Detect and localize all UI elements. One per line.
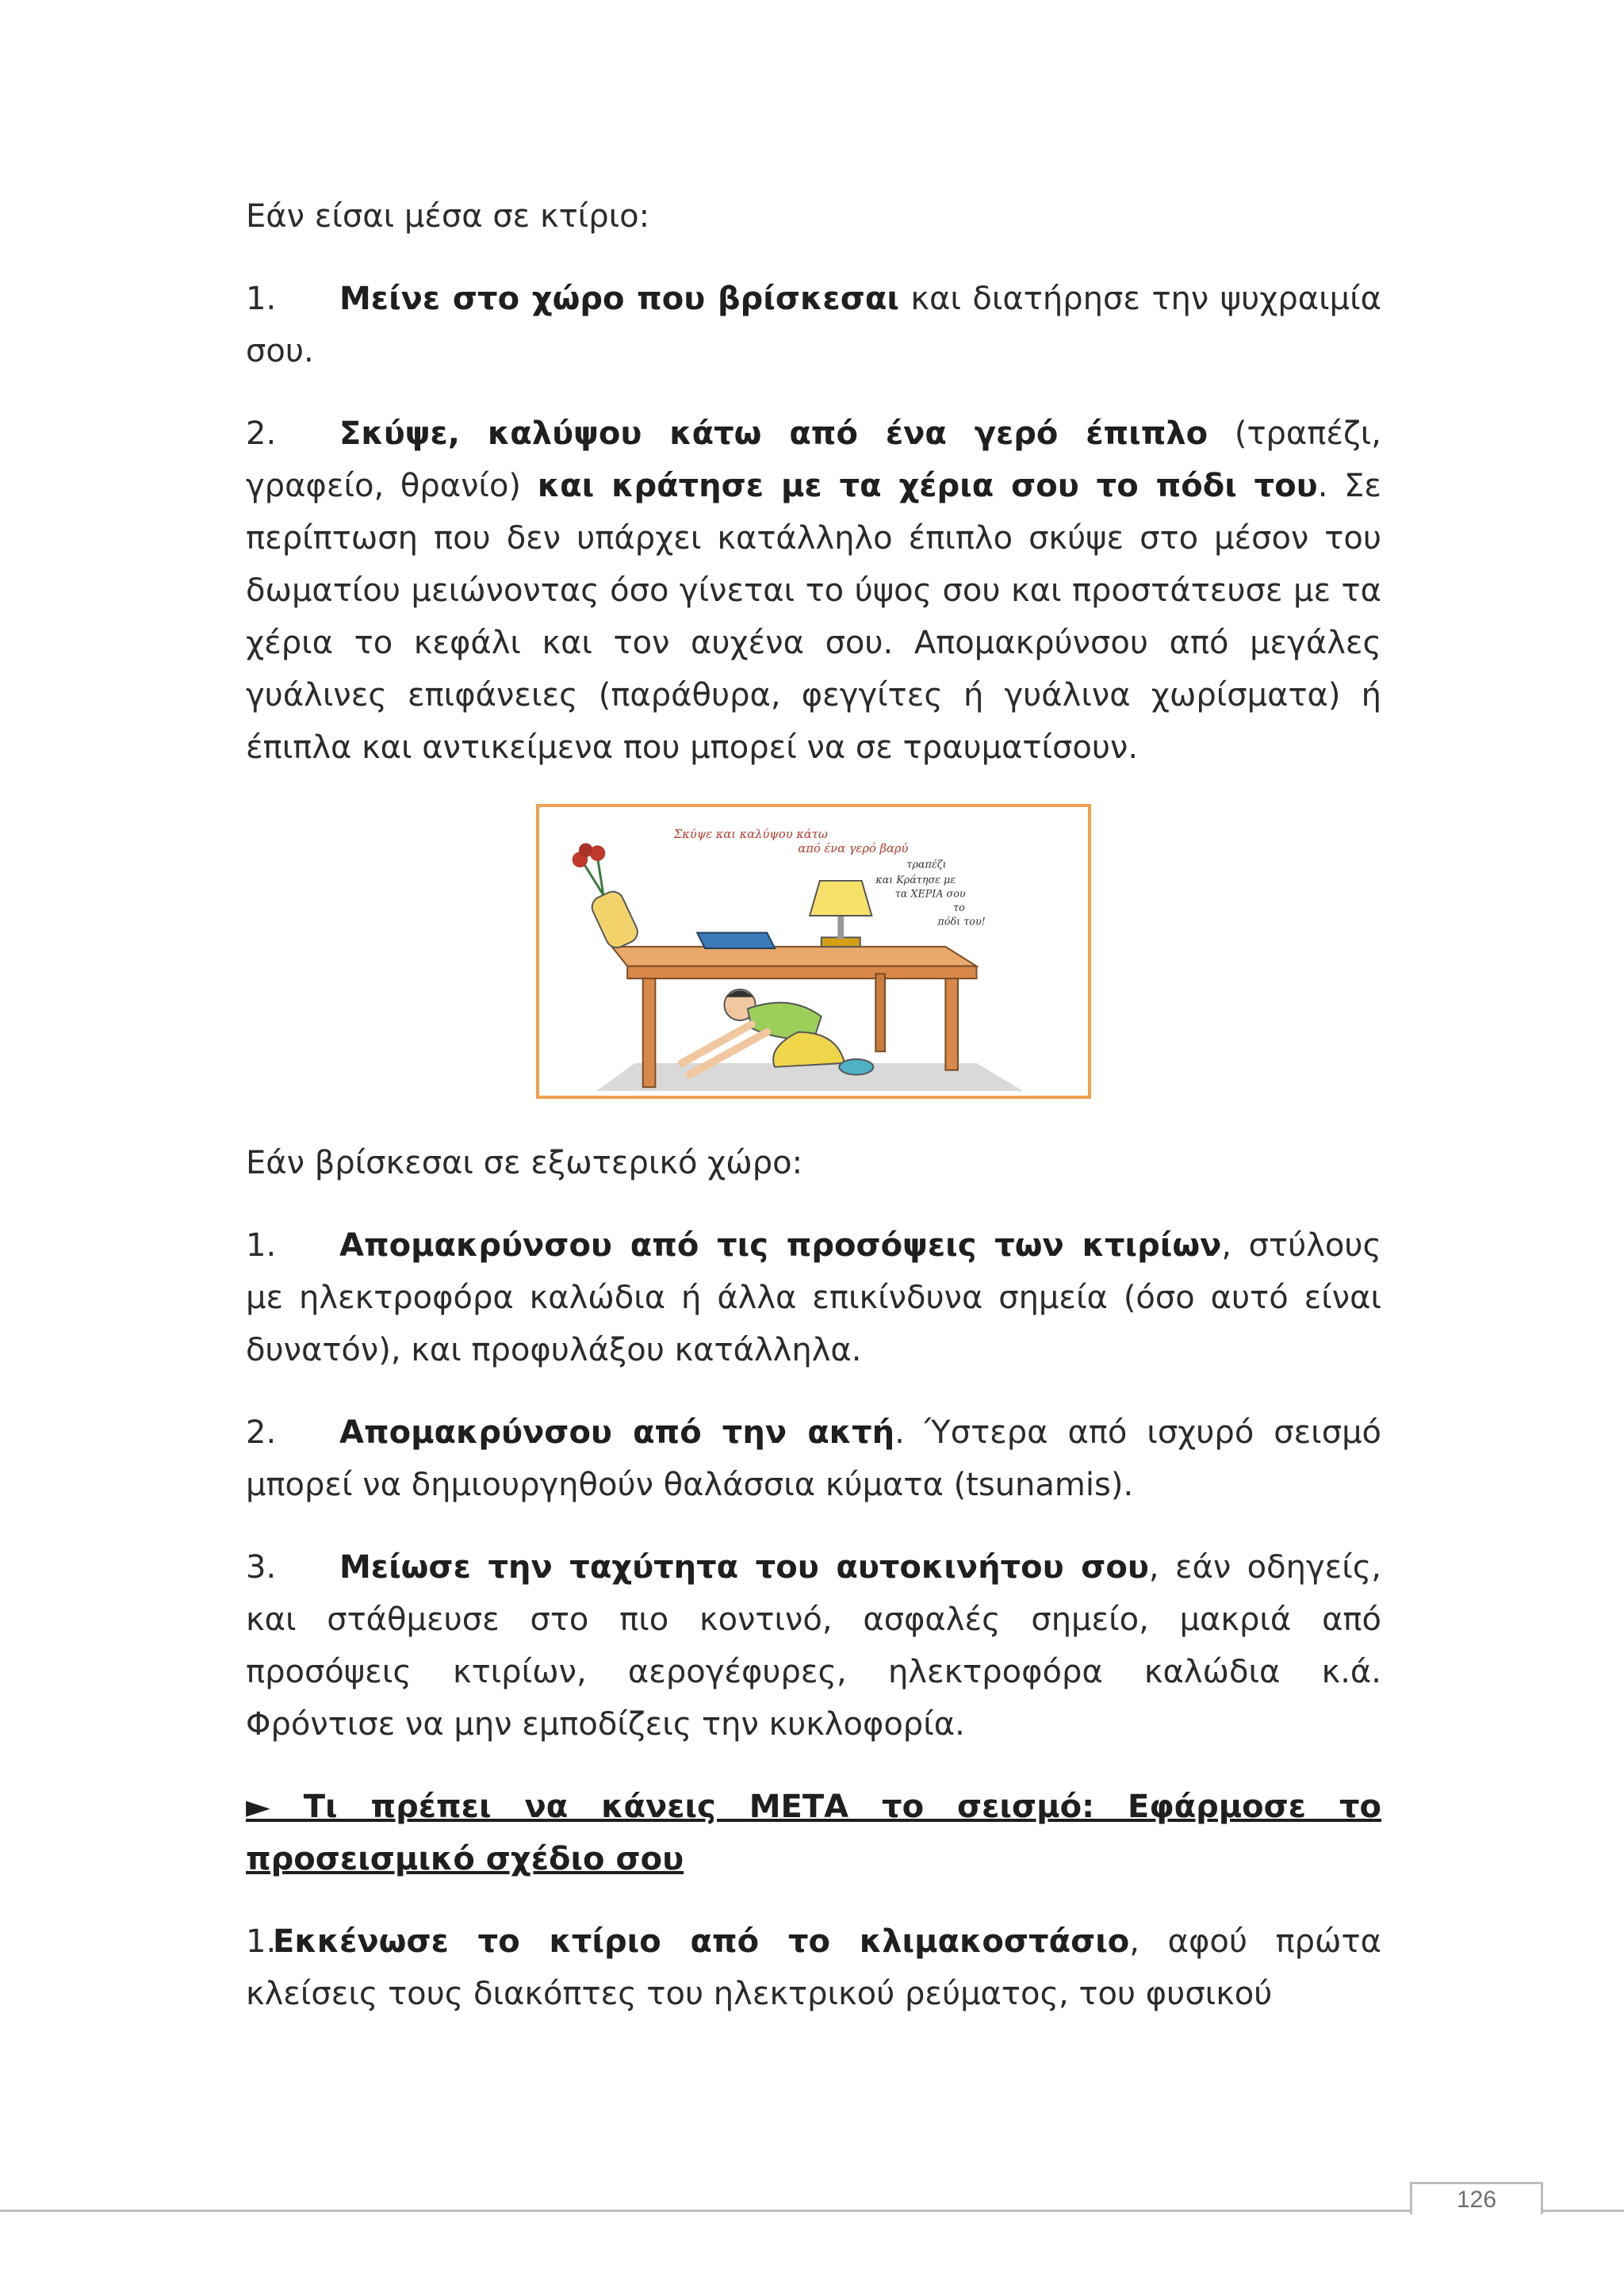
caption-line-5: τα ΧΕΡΙΑ σου <box>894 887 966 900</box>
item-text: , στύλους με ηλεκτροφόρα καλώδια ή άλλα επικίνδυνα σημεία (όσο αυτό είναι δυνατόν), και προφυλάξου κατάλληλα. <box>246 1227 1381 1368</box>
outdoor-item-2 <box>246 1406 1381 1511</box>
item-text: . Ύστερα από ισχυρό σεισμό μπορεί να δημιουργηθούν θαλάσσια κύματα (tsunamis). <box>246 1414 1381 1503</box>
indoor-item-2 <box>246 408 1381 774</box>
caption-line-3: τραπέζι <box>906 858 947 871</box>
after-earthquake-heading: ► Τι πρέπει να κάνεις ΜΕΤΑ το σεισμό: Εφάρμοσε το προσεισμικό σχέδιο σου <box>246 1789 1381 1877</box>
caption-line-2: από ένα γερό βαρύ <box>798 841 909 855</box>
item-number: 1. <box>246 1923 277 1960</box>
item-emphasis: Μείνε στο χώρο που βρίσκεσαι <box>339 281 899 317</box>
page-number: 126 <box>1410 2182 1543 2214</box>
item-text-2: . Σε περίπτωση που δεν υπάρχει κατάλληλο έπιπλο σκύψε στο μέσον του δωματίου μειώνοντας όσο γίνεται το ύψος σου και προστάτευσε με τα χέρια το κεφάλι και τον αυχένα σου. Απομακρύνσου από μεγάλες γυάλινες επιφάνειες (παράθυρα, φεγγίτες ή γυάλινα χωρίσματα) ή έπιπλα και αντικείμενα που μπορεί να σε τραυματίσουν. <box>246 468 1382 766</box>
item-number: 1. <box>246 281 277 317</box>
item-text: και διατήρησε την ψυχραιμία σου. <box>246 281 1382 369</box>
caption-line-4: και Κράτησε με <box>875 873 956 886</box>
item-emphasis: Απομακρύνσου από την ακτή <box>339 1414 895 1451</box>
item-emphasis: Εκκένωσε το κτίριο από το κλιμακοστάσιο <box>273 1923 1130 1960</box>
item-emphasis: Σκύψε, καλύψου κάτω από ένα γερό έπιπλο <box>339 415 1208 452</box>
item-emphasis: Μείωσε την ταχύτητα του αυτοκινήτου σου <box>339 1549 1149 1586</box>
illustration-drawing <box>539 807 1088 1096</box>
item-number: 1. <box>246 1227 277 1264</box>
illustration-wrapper <box>246 804 1381 1099</box>
indoor-item-1 <box>246 273 1381 377</box>
item-text: , εάν οδηγείς, και στάθμευσε στο πιο κοντινό, ασφαλές σημείο, μακριά από προσόψεις κτιρίων, αερογέφυρες, ηλεκτροφόρα καλώδια κ.ά. Φρόντισε να μην εμποδίζεις την κυκλοφορία. <box>246 1549 1381 1743</box>
item-number: 2. <box>246 1414 277 1451</box>
outdoor-item-1 <box>246 1219 1381 1376</box>
indoor-intro: Εάν είσαι μέσα σε κτίριο: <box>246 198 650 235</box>
item-number: 3. <box>246 1549 277 1586</box>
outdoor-intro: Εάν βρίσκεσαι σε εξωτερικό χώρο: <box>246 1145 803 1181</box>
item-emphasis: Απομακρύνσου από τις προσόψεις των κτιρίων <box>339 1227 1222 1264</box>
item-text: (τραπέζι, γραφείο, θρανίο) <box>246 415 1381 504</box>
caption-line-6: το <box>953 901 965 914</box>
caption-line-1: Σκύψε και καλύψου κάτω <box>673 828 828 842</box>
item-emphasis-2: και κράτησε με τα χέρια σου το πόδι του <box>537 468 1318 504</box>
caption-line-7: πόδι του! <box>937 915 986 928</box>
duck-cover-hold-illustration <box>536 804 1091 1099</box>
after-item-1 <box>246 1915 1381 2020</box>
item-text: , αφού πρώτα κλείσεις τους διακόπτες του ηλεκτρικού ρεύματος, του φυσικού <box>246 1923 1382 2012</box>
outdoor-item-3 <box>246 1541 1381 1751</box>
page-content <box>246 190 1381 2050</box>
footer-rule <box>0 2210 1624 2212</box>
item-number: 2. <box>246 415 277 452</box>
